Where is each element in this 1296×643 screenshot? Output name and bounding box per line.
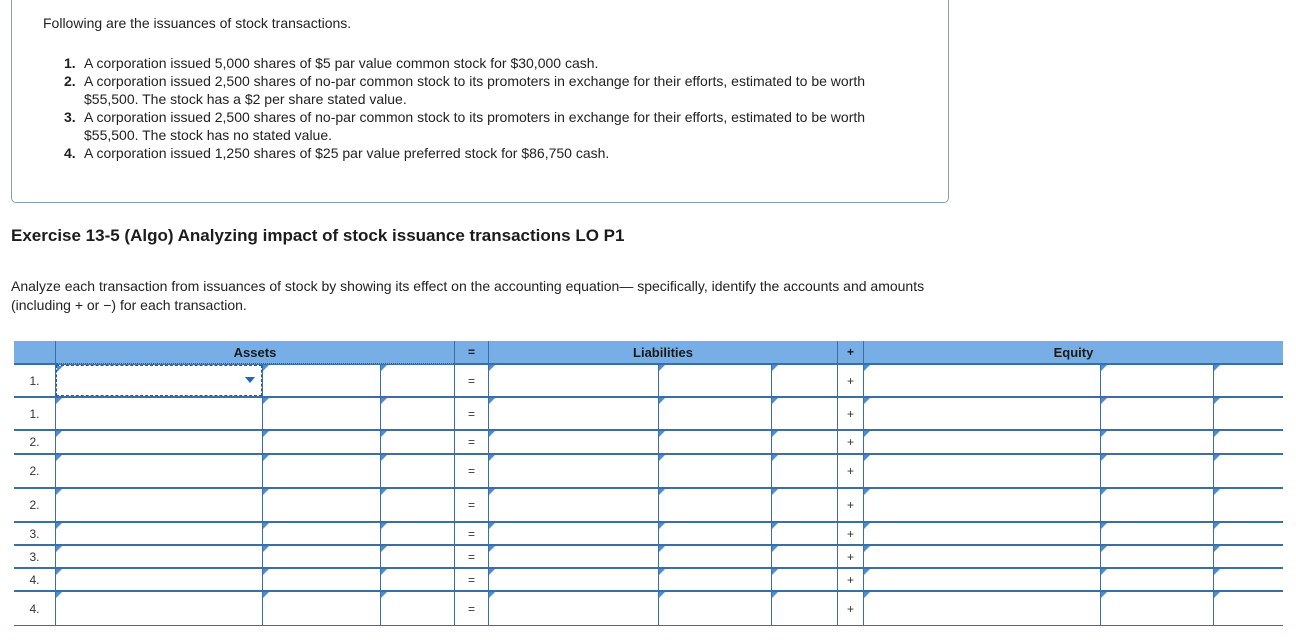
equity-extra-cell[interactable] (1214, 546, 1283, 567)
assets-extra-cell[interactable] (381, 365, 454, 396)
assets-amount-cell[interactable] (263, 489, 380, 521)
equals-sign: = (455, 569, 488, 590)
equity-account-cell[interactable] (864, 489, 1100, 521)
row-label: 4. (14, 592, 55, 625)
plus-sign: + (838, 455, 863, 487)
equity-extra-cell[interactable] (1214, 455, 1283, 487)
liabilities-account-cell[interactable] (489, 398, 658, 429)
transaction-item: 2. A corporation issued 2,500 shares of no-par common stock to its promoters in exchange for their efforts, estimated to be worth $55,500. The stock has a $2 per share stated value. (64, 73, 866, 107)
equity-header: Equity (864, 341, 1283, 363)
equity-extra-cell[interactable] (1214, 523, 1283, 544)
assets-amount-cell[interactable] (263, 455, 380, 487)
intro-text: Following are the issuances of stock transactions. (43, 15, 352, 31)
assets-account-cell[interactable] (56, 365, 262, 396)
row-label: 2. (14, 431, 55, 453)
liabilities-amount-cell[interactable] (659, 398, 771, 429)
equity-amount-cell[interactable] (1101, 455, 1213, 487)
liabilities-amount-cell[interactable] (659, 455, 771, 487)
liabilities-account-cell[interactable] (489, 365, 658, 396)
exercise-title: Exercise 13-5 (Algo) Analyzing impact of stock issuance transactions LO P1 (11, 226, 625, 245)
liabilities-extra-cell[interactable] (772, 489, 837, 521)
liabilities-extra-cell[interactable] (772, 455, 837, 487)
liabilities-extra-cell[interactable] (772, 569, 837, 590)
plus-sign: + (838, 398, 863, 429)
liabilities-header: Liabilities (489, 341, 837, 363)
assets-amount-cell[interactable] (263, 592, 380, 625)
assets-account-cell[interactable] (56, 546, 262, 567)
equity-amount-cell[interactable] (1101, 592, 1213, 625)
equity-account-cell[interactable] (864, 569, 1100, 590)
liabilities-amount-cell[interactable] (659, 365, 771, 396)
equity-account-cell[interactable] (864, 523, 1100, 544)
liabilities-extra-cell[interactable] (772, 592, 837, 625)
equity-extra-cell[interactable] (1214, 489, 1283, 521)
plus-sign: + (838, 431, 863, 453)
assets-account-cell[interactable] (56, 455, 262, 487)
equity-amount-cell[interactable] (1101, 431, 1213, 453)
equity-amount-cell[interactable] (1101, 523, 1213, 544)
transaction-item: 3. A corporation issued 2,500 shares of no-par common stock to its promoters in exchange for their efforts, estimated to be worth $55,500. The stock has no stated value. (64, 109, 866, 143)
dropdown-arrow-icon[interactable] (245, 377, 255, 383)
assets-amount-cell[interactable] (263, 398, 380, 429)
assets-account-cell[interactable] (56, 569, 262, 590)
assets-extra-cell[interactable] (381, 489, 454, 521)
liabilities-amount-cell[interactable] (659, 569, 771, 590)
equity-extra-cell[interactable] (1214, 569, 1283, 590)
equity-amount-cell[interactable] (1101, 546, 1213, 567)
liabilities-extra-cell[interactable] (772, 431, 837, 453)
liabilities-extra-cell[interactable] (772, 398, 837, 429)
equals-sign: = (455, 431, 488, 453)
assets-header: Assets (56, 341, 454, 364)
equity-account-cell[interactable] (864, 431, 1100, 453)
assets-extra-cell[interactable] (381, 569, 454, 590)
plus-header: + (838, 341, 863, 363)
liabilities-account-cell[interactable] (489, 523, 658, 544)
equity-account-cell[interactable] (864, 455, 1100, 487)
assets-extra-cell[interactable] (381, 546, 454, 567)
liabilities-extra-cell[interactable] (772, 365, 837, 396)
assets-account-cell[interactable] (56, 523, 262, 544)
equals-sign: = (455, 455, 488, 487)
transaction-item: 4. A corporation issued 1,250 shares of $25 par value preferred stock for $86,750 cash. (64, 145, 610, 161)
assets-amount-cell[interactable] (263, 431, 380, 453)
assets-amount-cell[interactable] (263, 365, 380, 396)
row-label: 1. (14, 398, 55, 429)
equals-sign: = (455, 546, 488, 567)
equity-account-cell[interactable] (864, 546, 1100, 567)
row-label: 2. (14, 455, 55, 487)
equals-sign: = (455, 523, 488, 544)
assets-account-cell[interactable] (56, 592, 262, 625)
assets-extra-cell[interactable] (381, 592, 454, 625)
plus-sign: + (838, 592, 863, 625)
instructions-text: Analyze each transaction from issuances of stock by showing its effect on the accounting equation— specifically, identify the accounts and amounts (including + or −) for each transaction. (11, 278, 925, 313)
liabilities-account-cell[interactable] (489, 546, 658, 567)
assets-amount-cell[interactable] (263, 546, 380, 567)
equals-header: = (455, 341, 488, 363)
row-label: 2. (14, 489, 55, 521)
transaction-item: 1. A corporation issued 5,000 shares of $5 par value common stock for $30,000 cash. (64, 55, 599, 71)
assets-extra-cell[interactable] (381, 398, 454, 429)
plus-sign: + (838, 546, 863, 567)
equals-sign: = (455, 592, 488, 625)
liabilities-amount-cell[interactable] (659, 489, 771, 521)
equity-amount-cell[interactable] (1101, 569, 1213, 590)
liabilities-amount-cell[interactable] (659, 523, 771, 544)
equity-amount-cell[interactable] (1101, 365, 1213, 396)
assets-account-cell[interactable] (56, 398, 262, 429)
liabilities-extra-cell[interactable] (772, 523, 837, 544)
equity-extra-cell[interactable] (1214, 431, 1283, 453)
transaction-list (64, 54, 904, 162)
assets-extra-cell[interactable] (381, 431, 454, 453)
assets-extra-cell[interactable] (381, 455, 454, 487)
equity-account-cell[interactable] (864, 398, 1100, 429)
liabilities-account-cell[interactable] (489, 569, 658, 590)
assets-account-cell[interactable] (56, 489, 262, 521)
equity-extra-cell[interactable] (1214, 365, 1283, 396)
plus-sign: + (838, 365, 863, 396)
equity-account-cell[interactable] (864, 592, 1100, 625)
equity-extra-cell[interactable] (1214, 398, 1283, 429)
row-label: 4. (14, 569, 55, 590)
equity-amount-cell[interactable] (1101, 398, 1213, 429)
assets-extra-cell[interactable] (381, 523, 454, 544)
assets-amount-cell[interactable] (263, 569, 380, 590)
plus-sign: + (838, 523, 863, 544)
liabilities-account-cell[interactable] (489, 592, 658, 625)
liabilities-amount-cell[interactable] (659, 431, 771, 453)
equals-sign: = (455, 489, 488, 521)
row-label: 1. (14, 365, 55, 396)
plus-sign: + (838, 569, 863, 590)
header-blank (14, 341, 55, 363)
liabilities-amount-cell[interactable] (659, 592, 771, 625)
plus-sign: + (838, 489, 863, 521)
equity-extra-cell[interactable] (1214, 592, 1283, 625)
assets-account-cell[interactable] (56, 431, 262, 453)
row-label: 3. (14, 523, 55, 544)
equity-account-cell[interactable] (864, 365, 1100, 396)
liabilities-account-cell[interactable] (489, 489, 658, 521)
equity-amount-cell[interactable] (1101, 489, 1213, 521)
assets-amount-cell[interactable] (263, 523, 380, 544)
liabilities-extra-cell[interactable] (772, 546, 837, 567)
accounting-equation-table (14, 341, 1283, 626)
liabilities-account-cell[interactable] (489, 455, 658, 487)
liabilities-amount-cell[interactable] (659, 546, 771, 567)
equals-sign: = (455, 398, 488, 429)
row-label: 3. (14, 546, 55, 567)
equals-sign: = (455, 365, 488, 396)
liabilities-account-cell[interactable] (489, 431, 658, 453)
